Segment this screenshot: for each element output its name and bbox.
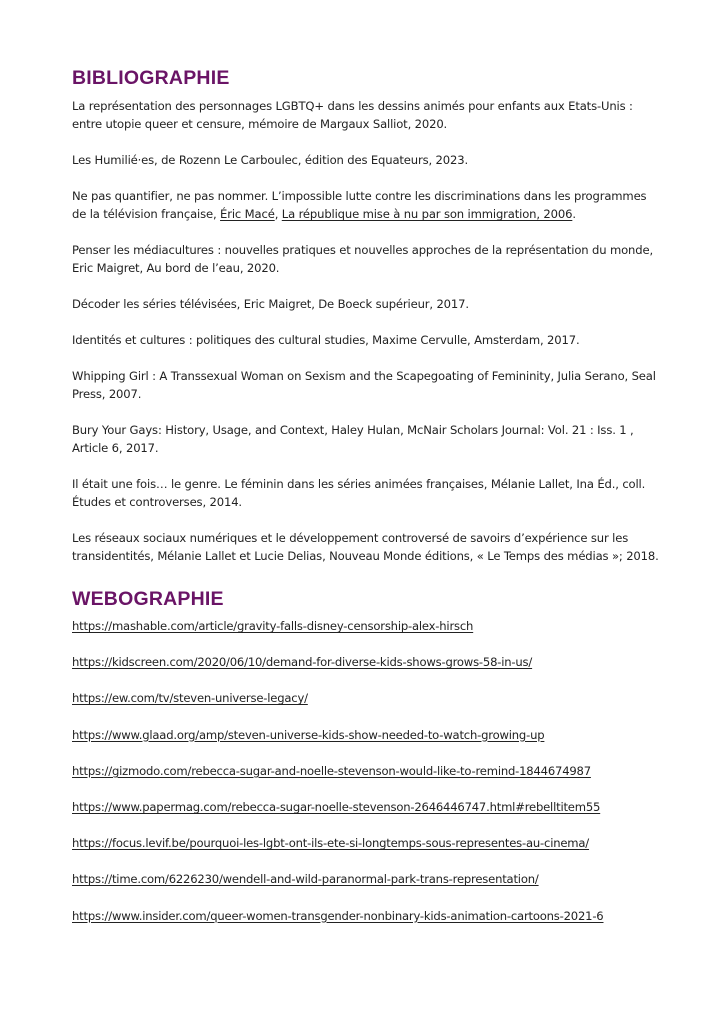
webography-link[interactable]: https://focus.levif.be/pourquoi-les-lgbt-ont-ils-ete-si-longtemps-sous-representes-au-cinema/: [72, 836, 590, 851]
webography-link[interactable]: https://ew.com/tv/steven-universe-legacy/: [72, 691, 308, 706]
author-link[interactable]: Éric Macé: [220, 207, 275, 221]
entry-text: Ne pas quantifier, ne pas nommer. L’impossible lutte contre les discriminations dans les programmes de la télévision française,: [72, 189, 647, 221]
webography-item: [72, 834, 662, 852]
document-page: [72, 66, 662, 943]
bibliography-entry: Les Humilié·es, de Rozenn Le Carboulec, édition des Equateurs, 2023.: [72, 153, 469, 167]
bibliography-entry: Whipping Girl : A Transsexual Woman on Sexism and the Scapegoating of Femininity, Julia Serano, Seal Press, 2007.: [72, 369, 656, 401]
bibliography-entry: Les réseaux sociaux numériques et le développement controversé de savoirs d’expérience sur les transidentités, Mélanie Lallet et Lucie Delias, Nouveau Monde éditions, « Le Temps des médias »; 2018.: [72, 531, 659, 563]
webography-link[interactable]: https://kidscreen.com/2020/06/10/demand-for-diverse-kids-shows-grows-58-in-us/: [72, 655, 533, 670]
webography-heading: WEBOGRAPHIE: [72, 588, 224, 610]
webography-item: [72, 762, 662, 780]
webography-list: [72, 617, 662, 925]
bibliography-entry: Il était une fois… le genre. Le féminin dans les séries animées françaises, Mélanie Lallet, Ina Éd., coll. Études et controverses, 2014.: [72, 477, 646, 509]
bibliography-entry: Identités et cultures : politiques des cultural studies, Maxime Cervulle, Amsterdam, 2017.: [72, 333, 580, 347]
bibliography-entry: Bury Your Gays: History, Usage, and Context, Haley Hulan, McNair Scholars Journal: Vol. 21 : Iss. 1 , Article 6, 2017.: [72, 423, 634, 455]
bibliography-heading: BIBLIOGRAPHIE: [72, 67, 230, 89]
bibliography-entry: La représentation des personnages LGBTQ+ dans les dessins animés pour enfants aux Etats-Unis : entre utopie queer et censure, mémoire de Margaux Salliot, 2020.: [72, 99, 633, 131]
webography-link[interactable]: https://gizmodo.com/rebecca-sugar-and-noelle-stevenson-would-like-to-remind-1844674987: [72, 763, 591, 778]
bibliography-entry: Penser les médiacultures : nouvelles pratiques et nouvelles approches de la représentation du monde, Eric Maigret, Au bord de l’eau, 2020.: [72, 243, 653, 275]
webography-item: [72, 617, 662, 635]
webography-item: [72, 653, 662, 671]
entry-text-end: .: [572, 207, 576, 221]
bibliography-entry: [72, 187, 662, 223]
webography-item: [72, 689, 662, 707]
webography-link[interactable]: https://www.papermag.com/rebecca-sugar-noelle-stevenson-2646446747.html#rebelltitem55: [72, 799, 601, 814]
webography-item: [72, 907, 662, 925]
webography-link[interactable]: https://www.glaad.org/amp/steven-universe-kids-show-needed-to-watch-growing-up: [72, 727, 545, 742]
webography-link[interactable]: https://time.com/6226230/wendell-and-wild-paranormal-park-trans-representation/: [72, 872, 539, 887]
webography-link[interactable]: https://mashable.com/article/gravity-falls-disney-censorship-alex-hirsch: [72, 619, 474, 633]
work-link[interactable]: La république mise à nu par son immigration, 2006: [281, 207, 573, 221]
bibliography-entry: Décoder les séries télévisées, Eric Maigret, De Boeck supérieur, 2017.: [72, 297, 469, 311]
webography-item: [72, 870, 662, 888]
bibliography-list: [72, 97, 662, 565]
entry-separator: ,: [274, 207, 282, 221]
webography-item: [72, 798, 662, 816]
webography-item: [72, 726, 662, 744]
webography-link[interactable]: https://www.insider.com/queer-women-transgender-nonbinary-kids-animation-cartoons-2021-6: [72, 908, 604, 923]
